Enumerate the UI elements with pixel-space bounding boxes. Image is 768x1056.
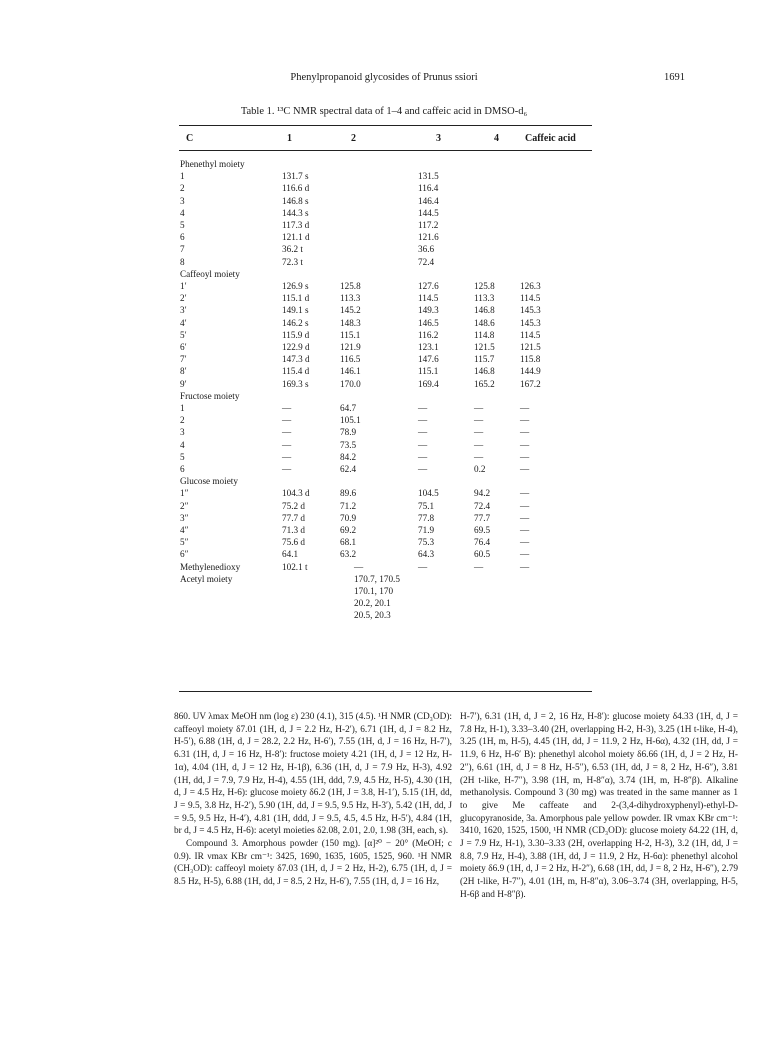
table-cell: 94.2 (474, 488, 491, 499)
col-head-2: 2 (351, 133, 356, 144)
section-label: Phenethyl moiety (180, 159, 245, 169)
table-cell: 145.2 (340, 305, 361, 316)
row-carbon-label: Acetyl moiety (180, 573, 233, 584)
table-cell: 72.4 (474, 500, 491, 511)
section-label: Glucose moiety (180, 476, 238, 487)
table-cell: 36.2 t (282, 244, 303, 255)
table-cell: 64.7 (340, 403, 357, 413)
table-cell: 169.4 (418, 378, 439, 389)
table-cell: 78.9 (340, 427, 357, 438)
table-cell: — (282, 403, 292, 413)
row-carbon-label: 5 (180, 451, 185, 462)
row-carbon-label: 3″ (180, 512, 189, 523)
table-cell: 77.8 (418, 512, 435, 523)
table-cell: 115.1 (340, 329, 361, 340)
table-cell: 121.9 (340, 342, 361, 352)
table-cell: 115.8 (520, 354, 541, 365)
col-head-c: C (186, 133, 194, 144)
table-cell: — (282, 439, 292, 450)
table-bottom-rule (179, 691, 592, 692)
table-cell: 170.7, 170.5 (354, 573, 400, 584)
row-carbon-label: 6 (180, 464, 185, 474)
table-cell: 125.8 (340, 281, 361, 291)
table-cell: 146.1 (340, 366, 361, 377)
row-carbon-label: 7′ (180, 354, 187, 365)
table-cell: 116.6 d (282, 183, 310, 194)
table-cell: 113.3 (340, 293, 361, 304)
table-cell: 114.8 (474, 329, 495, 340)
row-carbon-label: 6″ (180, 549, 189, 560)
table-cell: 62.4 (340, 464, 357, 474)
table-cell: 148.6 (474, 317, 495, 328)
table-cell: 60.5 (474, 549, 491, 560)
table-caption: Table 1. ¹³C NMR spectral data of 1–4 and caffeic acid in DMSO-d₆ (240, 106, 528, 117)
table-cell: 131.7 s (282, 171, 309, 182)
table-cell: — (418, 403, 428, 413)
table-cell: — (474, 415, 484, 426)
table-cell: 114.5 (520, 329, 541, 340)
table-cell: 115.4 d (282, 366, 310, 377)
table-cell: — (520, 500, 530, 511)
table-cell: 71.2 (340, 500, 357, 511)
table-cell: 104.5 (418, 488, 439, 499)
table-cell: 69.2 (340, 525, 357, 535)
table-cell: 116.5 (340, 354, 361, 365)
table-cell: 169.3 s (282, 378, 309, 389)
table-cell: — (520, 464, 530, 474)
table-cell: 76.4 (474, 537, 491, 548)
page-number: 1691 (664, 72, 685, 83)
table-cell: 71.9 (418, 525, 435, 535)
table-cell: 165.2 (474, 378, 495, 389)
paragraph: 860. UV λmax MeOH nm (log ε) 230 (4.1), 315 (4.5). ¹H NMR (CD₃OD): caffeoyl moiety δ7.01 (1H, d, J = 2.2 Hz, H-2′), 6.71 (1H, d, J = 8.2 Hz, H-5′), 6.88 (1H, d, J = 28.2, 2.2 Hz, H-6′), 7.55 (1H, d, J = 16 Hz, H-7′), 6.31 (1H, d, J = 16 Hz, H-8′): fructose moiety 4.21 (1H, d, J = 12 Hz, H-1α), 4.04 (1H, d, J = 12 Hz, H-1β), 6.36 (1H, d, J = 7.9 Hz, H-3), 4.92 (1H, dd, J = 7.9, 7.9 Hz, H-4), 4.55 (1H, ddd, 7.9, 4.5 Hz, H-5), 4.30 (1H, d, J = 4.5 Hz, H-6): glucose moiety δ6.2 (1H, J = 3.8, H-1′), 5.15 (1H, dd, J = 9.5, 3.8 Hz, H-2′), 5.90 (1H, dd, J = 9.5, 9.5 Hz, H-3′), 5.42 (1H, dd, J = 9.5, 9.5 Hz, H-4′), 4.81 (1H, ddd, J = 9.5, 4.5, 4.5 Hz, H-5′), 4.84 (1H, br d, J = 4.5 Hz, H-6): acetyl moieties δ2.08, 2.01, 2.0, 1.98 (3H, each, s). (174, 712, 452, 837)
table-cell: 126.3 (520, 281, 541, 291)
row-carbon-label: 3′ (180, 305, 187, 316)
table-cell: 64.1 (282, 549, 299, 560)
table-cell: — (520, 415, 530, 426)
table-cell: 73.5 (340, 439, 357, 450)
table-cell: 146.5 (418, 317, 439, 328)
table-cell: 131.5 (418, 171, 439, 182)
table-cell: 70.9 (340, 512, 357, 523)
row-carbon-label: 5 (180, 220, 185, 230)
row-carbon-label: 6′ (180, 342, 187, 352)
table-cell: — (520, 403, 530, 413)
table-cell: 121.5 (474, 342, 495, 352)
col-head-1: 1 (287, 133, 292, 144)
table-cell: 75.2 d (282, 500, 305, 511)
running-title: Phenylpropanoid glycosides of Prunus ssiori (290, 72, 478, 83)
table-cell: — (418, 561, 428, 572)
table-cell: 104.3 d (282, 488, 310, 499)
table-cell: 89.6 (340, 488, 357, 499)
table-cell: — (282, 415, 292, 426)
table-head-rule (179, 150, 592, 151)
table-cell: — (520, 549, 530, 560)
row-carbon-label: 6 (180, 232, 185, 243)
row-carbon-label: 4″ (180, 525, 189, 535)
table-cell: 68.1 (340, 537, 357, 548)
table-cell: 114.5 (418, 293, 439, 304)
row-carbon-label: Methylenedioxy (180, 561, 241, 572)
table-cell: — (418, 427, 428, 438)
table-cell: — (474, 403, 484, 413)
table-cell: 71.3 d (282, 525, 305, 535)
table-cell: 77.7 d (282, 512, 305, 523)
table-cell: 77.7 (474, 512, 491, 523)
table-cell: — (474, 427, 484, 438)
table-cell: 63.2 (340, 549, 357, 560)
table-cell: 115.9 d (282, 329, 310, 340)
table-cell: — (418, 415, 428, 426)
row-carbon-label: 1′ (180, 281, 187, 291)
table-cell: — (520, 488, 530, 499)
row-carbon-label: 8 (180, 256, 185, 267)
table-cell: 115.7 (474, 354, 495, 365)
table-cell: 84.2 (340, 451, 357, 462)
table-cell: 36.6 (418, 244, 435, 255)
table-cell: 146.8 (474, 305, 495, 316)
table-cell: 115.1 d (282, 293, 310, 304)
table-cell: 72.3 t (282, 256, 303, 267)
table-cell: 127.6 (418, 281, 439, 291)
row-carbon-label: 1″ (180, 488, 189, 499)
body-left-column (174, 711, 452, 889)
table-cell: — (282, 427, 292, 438)
col-head-caffeic-acid: Caffeic acid (525, 133, 576, 144)
table-cell: — (474, 439, 484, 450)
table-cell: 75.3 (418, 537, 435, 548)
table-cell: 113.3 (474, 293, 495, 304)
row-carbon-label: 1 (180, 171, 185, 182)
body-right-column (460, 711, 738, 902)
row-carbon-label: 5′ (180, 329, 187, 340)
table-cell: 149.3 (418, 305, 439, 316)
table-cell: 123.1 (418, 342, 439, 352)
table-cell: 75.6 d (282, 537, 305, 548)
row-carbon-label: 2′ (180, 293, 187, 304)
table-cell: — (282, 464, 292, 474)
table-cell: 64.3 (418, 549, 435, 560)
table-cell: — (520, 512, 530, 523)
table-cell: 146.8 (474, 366, 495, 377)
table-cell: 126.9 s (282, 281, 309, 291)
section-label: Caffeoyl moiety (180, 268, 240, 279)
row-carbon-label: 1 (180, 403, 185, 413)
table-cell: 20.2, 20.1 (354, 598, 391, 609)
table-cell: 122.9 d (282, 342, 310, 352)
table-cell: — (520, 537, 530, 548)
table-cell: 69.5 (474, 525, 491, 535)
table-cell: 144.9 (520, 366, 541, 377)
table-cell: 102.1 t (282, 561, 308, 572)
table-cell: 121.1 d (282, 232, 310, 243)
table-cell: — (418, 464, 428, 474)
col-head-3: 3 (436, 133, 441, 144)
table-cell: 147.6 (418, 354, 439, 365)
row-carbon-label: 4′ (180, 317, 187, 328)
table-cell: 0.2 (474, 464, 486, 474)
table-cell: — (418, 439, 428, 450)
table-cell: — (520, 561, 530, 572)
row-carbon-label: 8′ (180, 366, 187, 377)
row-carbon-label: 3 (180, 195, 185, 206)
table-cell: 117.2 (418, 220, 439, 230)
table-cell: 20.5, 20.3 (354, 610, 391, 621)
table-cell: — (520, 451, 530, 462)
row-carbon-label: 4 (180, 207, 185, 218)
table-cell: 149.1 s (282, 305, 309, 316)
table-cell: 170.0 (340, 378, 361, 389)
table-cell: — (474, 561, 484, 572)
table-cell: 148.3 (340, 317, 361, 328)
table-cell: 105.1 (340, 415, 361, 426)
table-cell: 167.2 (520, 378, 541, 389)
table-cell: 170.1, 170 (354, 586, 394, 596)
row-carbon-label: 7 (180, 244, 185, 255)
table-cell: 116.2 (418, 329, 439, 340)
table-cell: 117.3 d (282, 220, 310, 230)
paragraph: Compound 3. Amorphous powder (150 mg). [α]²⁰ − 20° (MeOH; c 0.9). IR νmax KBr cm⁻¹: 3425, 1690, 1635, 1605, 1525, 960. ¹H NMR (CH₃OD): caffeoyl moiety δ7.03 (1H, d, J = 2 Hz, H-2), 6.75 (1H, d, J = 8.5 Hz, H-5), 6.88 (1H, dd, J = 8.5, 2 Hz, H-6′), 7.55 (1H, d, J = 16 Hz, (174, 839, 452, 888)
table-cell: 114.5 (520, 293, 541, 304)
table-cell: — (520, 525, 530, 535)
row-carbon-label: 3 (180, 427, 185, 438)
table-cell: — (354, 561, 364, 572)
table-cell: — (418, 451, 428, 462)
table-cell: 72.4 (418, 256, 435, 267)
table-cell: 144.3 s (282, 207, 309, 218)
table-cell: 144.5 (418, 207, 439, 218)
table-cell: — (520, 427, 530, 438)
table-cell: 146.2 s (282, 317, 309, 328)
row-carbon-label: 2 (180, 183, 185, 194)
table-cell: 121.5 (520, 342, 541, 352)
paragraph: H-7′), 6.31 (1H, d, J = 2, 16 Hz, H-8′): glucose moiety δ4.33 (1H, d, J = 7.8 Hz, H-1), 3.33–3.40 (2H, overlapping H-2, H-3), 3.25 (1H t-like, H-4), 3.25 (1H, m, H-5), 4.45 (1H, dd, J = 11.9, 2 Hz, H-6α), 4.32 (1H, dd, J = 11.9, 6 Hz, H-6′ B): phenethyl alcohol moiety δ6.66 (1H, d, J = 2 Hz, H-2″), 6.61 (1H, d, J = 8 Hz, H-5″), 6.53 (1H, dd, J = 8, 2 Hz, H-6″), 3.81 (2H t-like, H-7″), 3.98 (1H, m, H-8″α), 3.74 (1H, m, H-8″β). Alkaline methanolysis. Compound 3 (30 mg) was treated in the same manner as 1 to give Me caffeate and 2-(3,4-dihydroxyphenyl)-ethyl-D-glucopyranoside, 3a. Amorphous pale yellow powder. IR νmax KBr cm⁻¹: 3410, 1620, 1525, 1500, ¹H NMR (CD₃OD): glucose moiety δ4.22 (1H, d, J = 7.9 Hz, H-1), 3.30–3.33 (2H, overlapping H-2, H-3), 3.2 (1H, dd, J = 8.8, 7.9 Hz, H-4), 3.88 (1H, dd, J = 11.9, 2 Hz, H-6α): phenethyl alcohol moiety δ6.9 (1H, d, J = 2 Hz, H-2″), 6.68 (1H, dd, J = 8, 2 Hz, H-6″), 2.79 (2H t-like, H-7″), 4.01 (1H, m, H-8″α), 3.06–3.74 (3H, overlapping, H-5, H-6β and H-8″β). (460, 712, 738, 900)
row-carbon-label: 4 (180, 439, 185, 450)
section-label: Fructose moiety (180, 390, 240, 401)
table-cell: 146.8 s (282, 195, 309, 206)
table-cell: 116.4 (418, 183, 439, 194)
table-top-rule (179, 125, 592, 126)
table-cell: 121.6 (418, 232, 439, 243)
row-carbon-label: 2″ (180, 500, 189, 511)
row-carbon-label: 2 (180, 415, 185, 426)
table-cell: 145.3 (520, 305, 541, 316)
row-carbon-label: 9′ (180, 378, 187, 389)
table-cell: — (282, 451, 292, 462)
table-cell: 75.1 (418, 500, 435, 511)
table-cell: 125.8 (474, 281, 495, 291)
row-carbon-label: 5″ (180, 537, 189, 548)
table-cell: 115.1 (418, 366, 439, 377)
col-head-4: 4 (494, 133, 499, 144)
running-head (0, 72, 768, 88)
table-cell: — (474, 451, 484, 462)
table-cell: 145.3 (520, 317, 541, 328)
table-cell: 146.4 (418, 195, 439, 206)
table-cell: 147.3 d (282, 354, 310, 365)
table-cell: — (520, 439, 530, 450)
